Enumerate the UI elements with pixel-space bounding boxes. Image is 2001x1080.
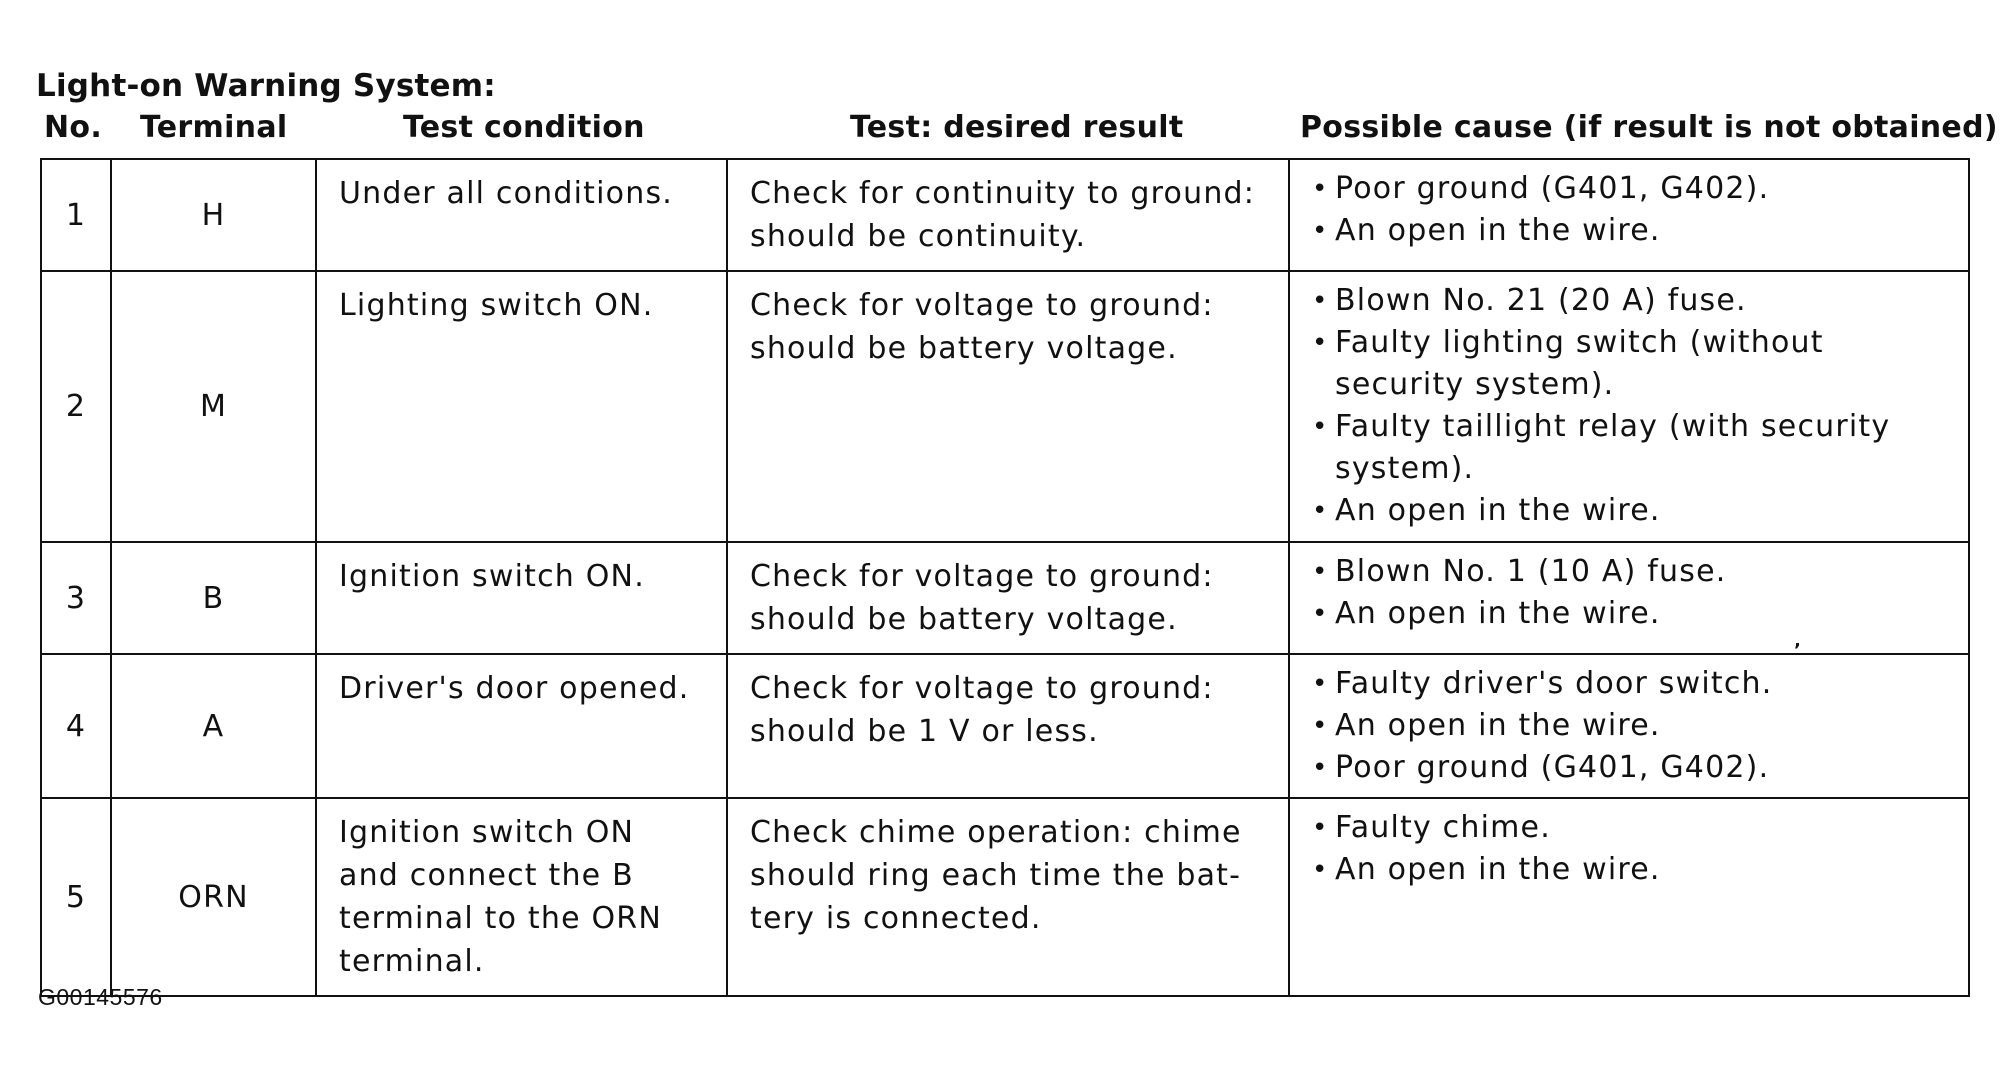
cause-item: • Faulty lighting switch (without security system).: [1312, 322, 1958, 406]
result-cell: [727, 159, 1289, 271]
condition-text: Lighting switch ON.: [339, 288, 654, 323]
cause-item: • Poor ground (G401, G402).: [1312, 168, 1958, 210]
terminal-cell: A: [111, 654, 316, 798]
cause-cell: [1289, 271, 1969, 542]
cause-cell: [1289, 798, 1969, 996]
result-cell: [727, 798, 1289, 996]
cause-item: • Faulty driver's door switch.: [1312, 663, 1958, 705]
cause-item: • Poor ground (G401, G402).: [1312, 747, 1958, 789]
cause-list: [1290, 272, 1968, 540]
cause-item: • An open in the wire.: [1312, 849, 1958, 891]
cause-item: • An open in the wire.: [1312, 705, 1958, 747]
result-cell: [727, 542, 1289, 654]
cause-item: • An open in the wire.: [1312, 593, 1958, 635]
result-text: Check for continuity to ground: should be continuity.: [750, 176, 1256, 254]
condition-cell: [316, 542, 727, 654]
row-number: 5: [41, 798, 111, 996]
cause-item: • Blown No. 21 (20 A) fuse.: [1312, 280, 1958, 322]
row-number: 4: [41, 654, 111, 798]
header-no: No.: [44, 110, 103, 145]
header-test-condition: Test condition: [403, 110, 645, 145]
condition-text: Ignition switch ON.: [339, 559, 645, 594]
header-terminal: Terminal: [140, 110, 288, 145]
cause-cell: [1289, 654, 1969, 798]
result-text: Check for voltage to ground: should be battery voltage.: [750, 559, 1214, 637]
figure-id: G00145576: [38, 984, 163, 1010]
cause-item: • Faulty chime.: [1312, 807, 1958, 849]
cause-item: • Faulty taillight relay (with security system).: [1312, 406, 1958, 490]
cause-item: • Blown No. 1 (10 A) fuse.: [1312, 551, 1958, 593]
cause-cell: [1289, 159, 1969, 271]
result-text: Check for voltage to ground: should be 1 V or less.: [750, 671, 1214, 749]
result-text: Check for voltage to ground: should be battery voltage.: [750, 288, 1214, 366]
table-row: [41, 798, 1969, 996]
result-text: Check chime operation: chime should ring each time the bat- tery is connected.: [750, 815, 1242, 936]
cause-list: [1290, 160, 1968, 260]
row-number: 2: [41, 271, 111, 542]
condition-cell: [316, 798, 727, 996]
condition-text: Ignition switch ON and connect the B terminal to the ORN terminal.: [339, 815, 662, 979]
table-title: Light-on Warning System:: [36, 68, 496, 104]
cause-list: [1290, 655, 1968, 797]
table-row: [41, 271, 1969, 542]
condition-text: Under all conditions.: [339, 176, 674, 211]
terminal-cell: B: [111, 542, 316, 654]
cause-list: [1290, 799, 1968, 899]
cause-item: • An open in the wire.: [1312, 210, 1958, 252]
cause-cell: [1289, 542, 1969, 654]
table-row: [41, 159, 1969, 271]
cause-item: • An open in the wire.: [1312, 490, 1958, 532]
table-row: [41, 654, 1969, 798]
row-number: 1: [41, 159, 111, 271]
scan-speck-mark: ’: [1794, 640, 1801, 661]
terminal-cell: ORN: [111, 798, 316, 996]
header-possible-cause: Possible cause (if result is not obtained): [1300, 110, 1998, 145]
condition-text: Driver's door opened.: [339, 671, 690, 706]
cause-list: [1290, 543, 1968, 643]
row-number: 3: [41, 542, 111, 654]
test-table: [40, 158, 1970, 997]
condition-cell: [316, 654, 727, 798]
terminal-cell: M: [111, 271, 316, 542]
table-row: [41, 542, 1969, 654]
result-cell: [727, 271, 1289, 542]
condition-cell: [316, 271, 727, 542]
header-desired-result: Test: desired result: [850, 110, 1184, 145]
condition-cell: [316, 159, 727, 271]
result-cell: [727, 654, 1289, 798]
terminal-cell: H: [111, 159, 316, 271]
